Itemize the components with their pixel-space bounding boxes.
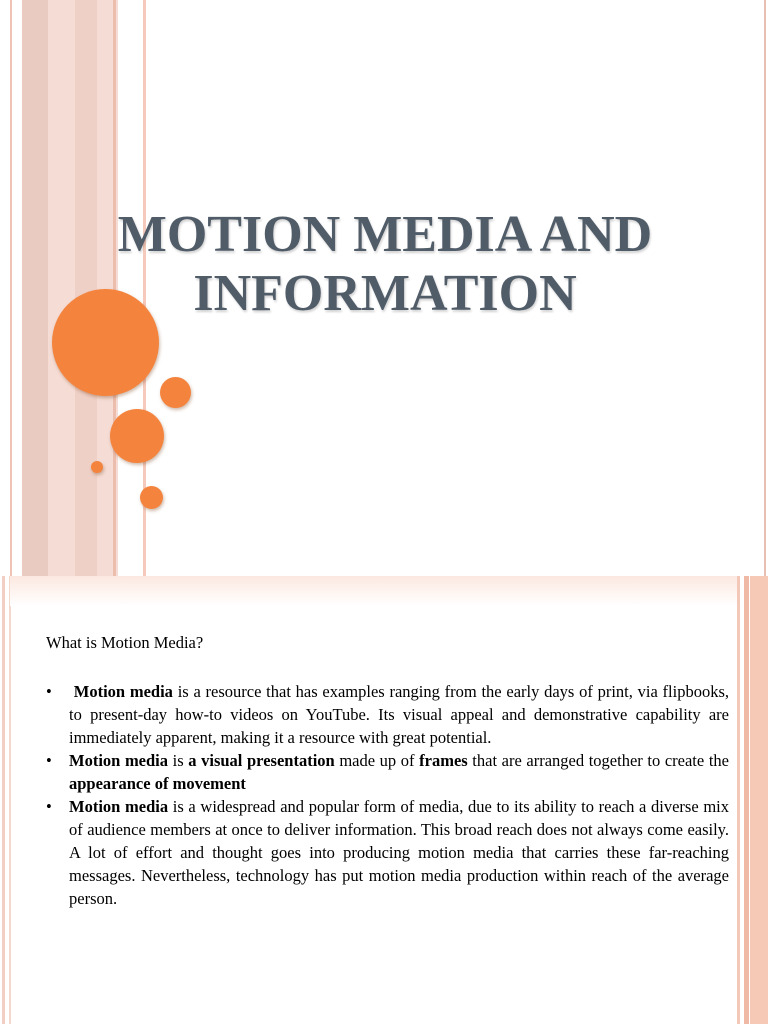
- decorative-stripe: [764, 0, 766, 576]
- decorative-stripe: [744, 576, 749, 1024]
- decorative-band: [10, 576, 738, 606]
- decorative-band: [22, 0, 48, 576]
- bullet-term: Motion media: [69, 751, 169, 770]
- bullet-text: made up of: [334, 751, 420, 770]
- bullet-text: is a widespread and popular form of media, due to its ability to reach a diverse mix of audience members at once to deliver information. This broad reach does not always come easily. A lot of effort and thought goes into producing motion media that carries these far-reaching messages. Nevertheless, technology has put motion media production within reach of the average person.: [69, 797, 729, 908]
- bullet-term: appearance of movement: [69, 774, 246, 793]
- decorative-circle: [91, 461, 103, 473]
- bullet-term: Motion media: [73, 682, 173, 701]
- content-slide: [0, 576, 768, 1024]
- slide-title: [80, 205, 690, 323]
- decorative-stripe: [10, 0, 12, 576]
- bullet-term: frames: [419, 751, 468, 770]
- bullet-item: [46, 749, 729, 795]
- bullet-item: [46, 795, 729, 910]
- bullet-term: a visual presentation: [188, 751, 335, 770]
- title-line-2: INFORMATION: [193, 265, 577, 322]
- slide-heading: What is Motion Media?: [46, 633, 204, 652]
- decorative-circle: [160, 377, 191, 408]
- decorative-stripe: [9, 576, 11, 1024]
- bullet-text: that are arranged together to create the: [467, 751, 729, 770]
- title-line-1: MOTION MEDIA AND: [117, 206, 653, 263]
- bullet-list: [46, 680, 729, 910]
- decorative-circle: [110, 409, 164, 463]
- bullet-term: Motion media: [69, 797, 169, 816]
- bullet-item: [46, 680, 729, 749]
- bullet-text: is: [168, 751, 189, 770]
- decorative-stripe: [2, 576, 5, 1024]
- decorative-circle: [140, 486, 163, 509]
- decorative-stripe: [737, 576, 740, 1024]
- decorative-band: [750, 576, 768, 1024]
- bullet-text: is a resource that has examples ranging from the early days of print, via flipbooks, to present-day how-to videos on YouTube. Its visual appeal and demonstrative capability are immediately apparent, making it a resource with great potential.: [69, 682, 730, 747]
